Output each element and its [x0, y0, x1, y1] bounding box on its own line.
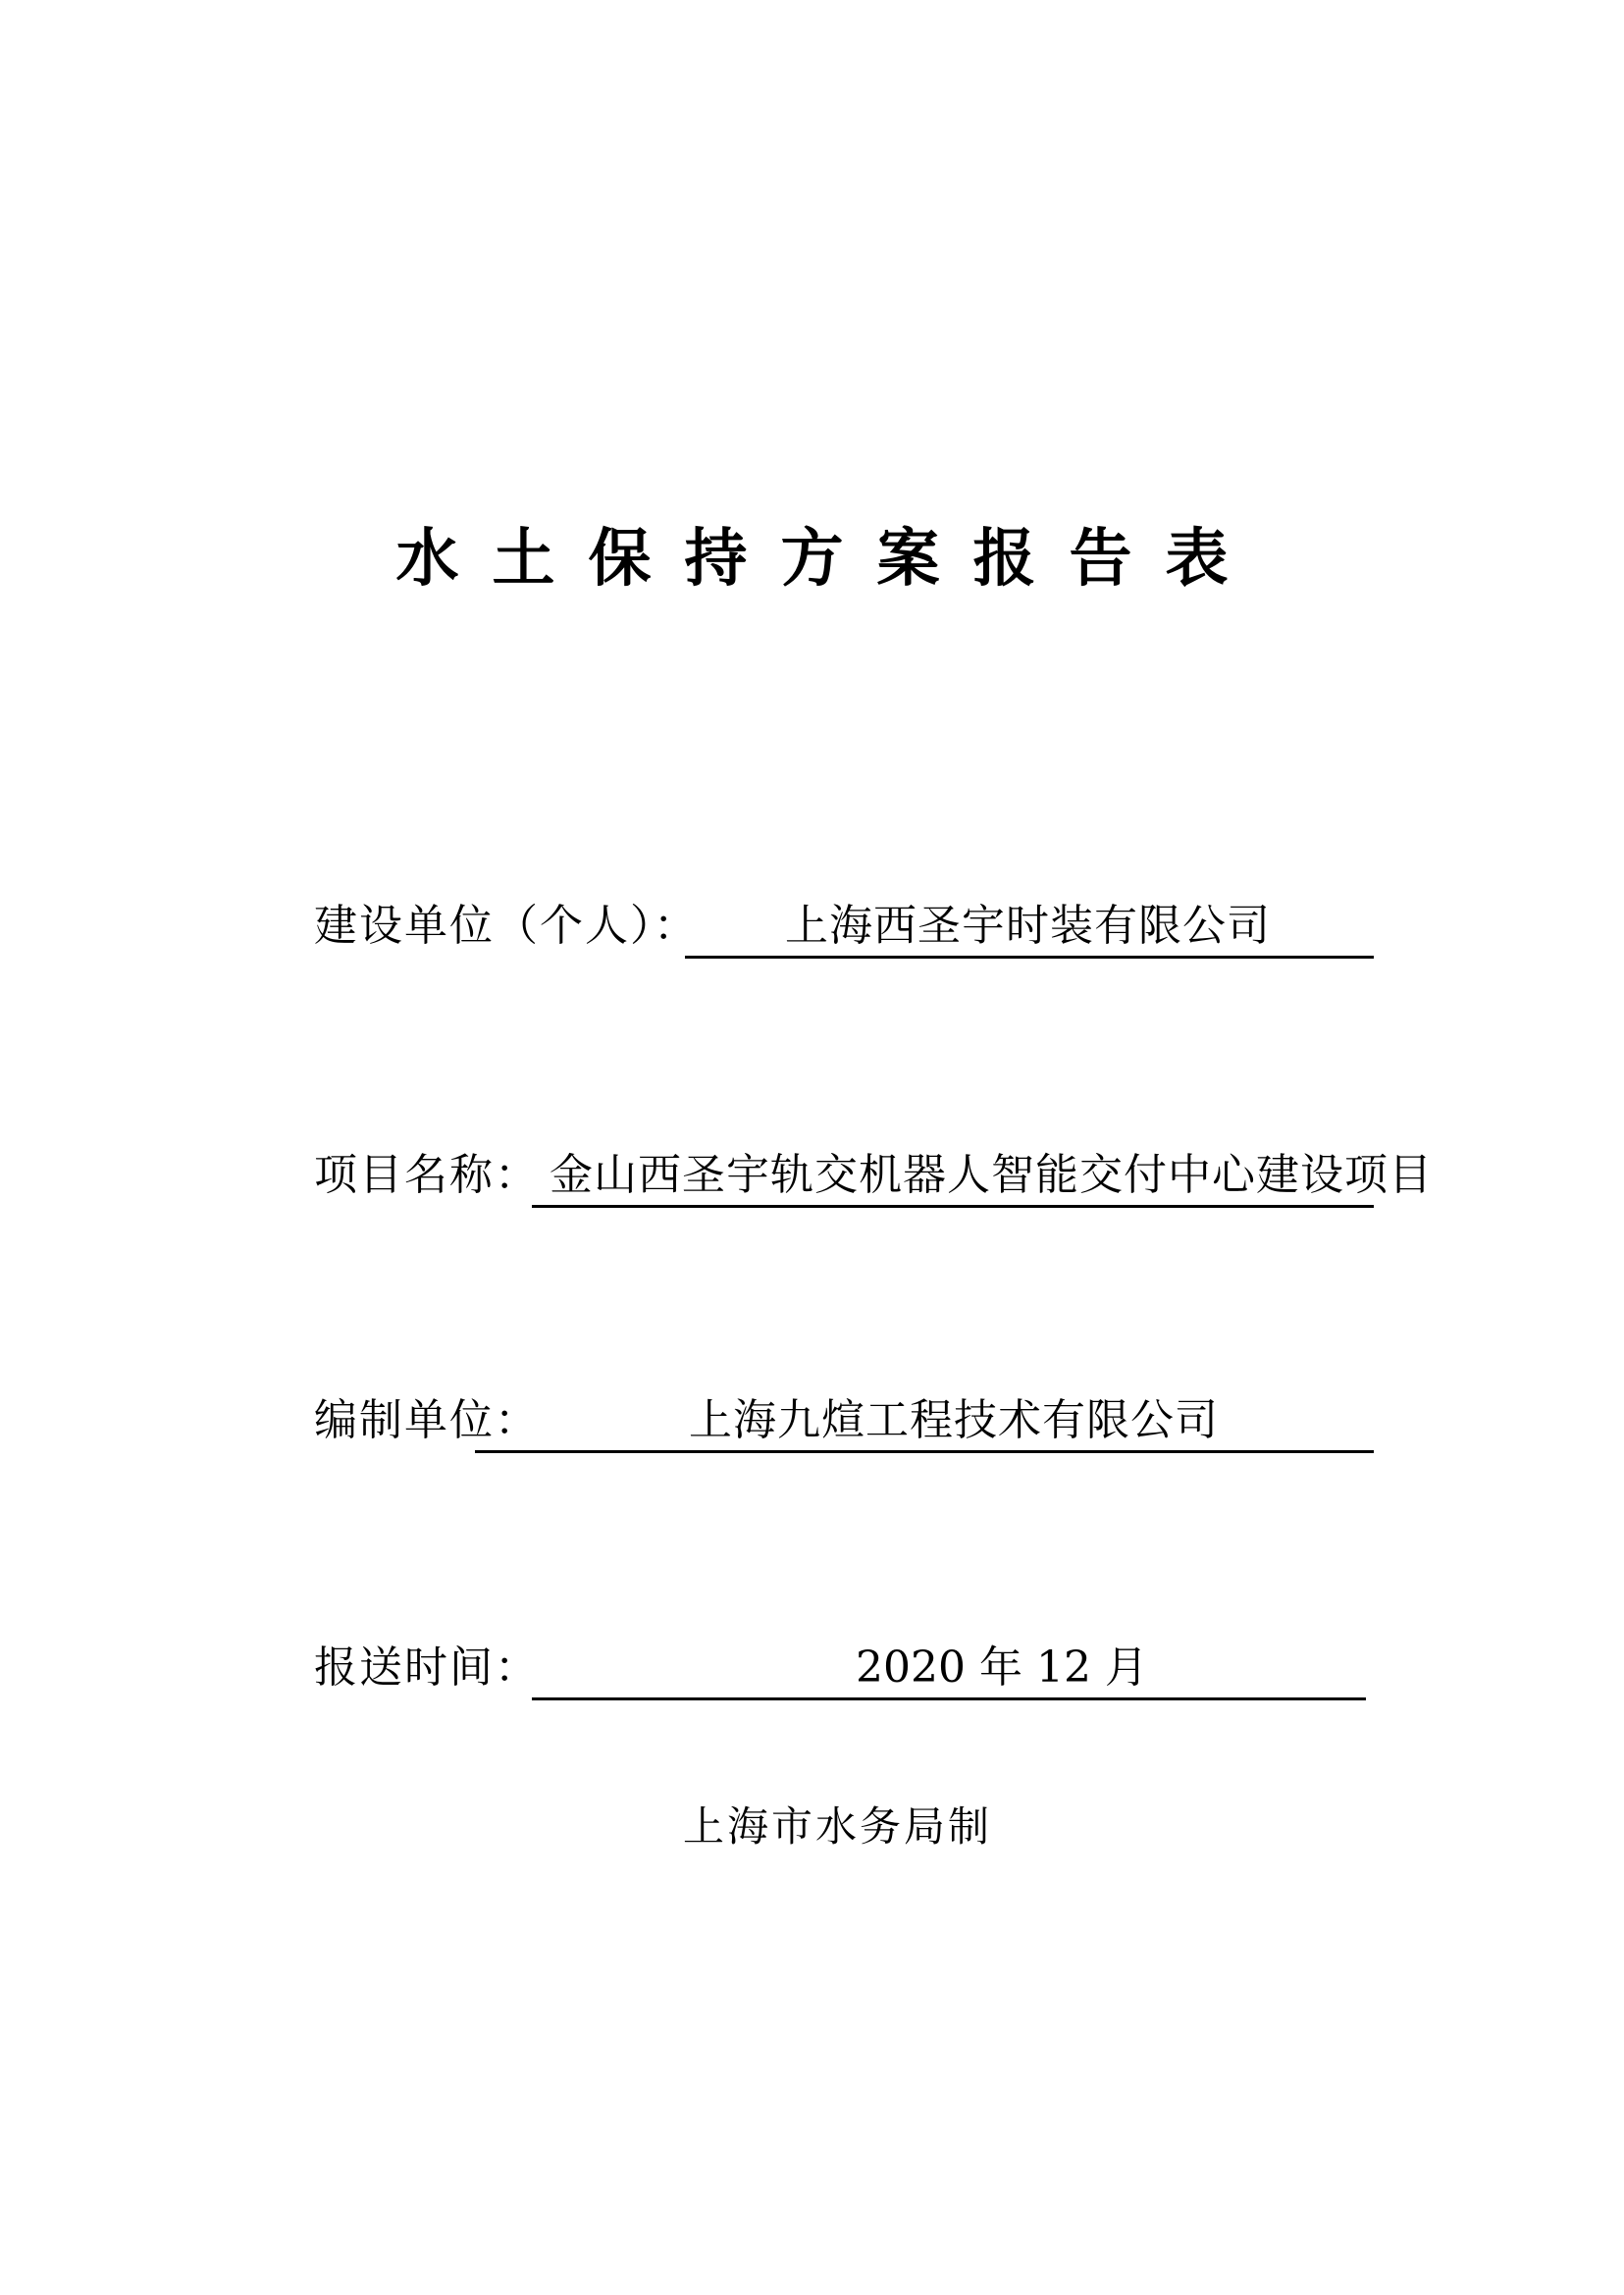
- construction-unit-label: 建设单位（个人）：: [314, 901, 699, 951]
- construction-unit-underline: [685, 897, 1374, 959]
- project-name-underline: [532, 1146, 1433, 1208]
- issuer-footer: 上海市水务局制: [682, 1802, 992, 1851]
- document-title: 水土保持方案报告表: [395, 523, 1262, 596]
- project-name-label: 项目名称：: [314, 1150, 540, 1200]
- submission-time-value: 2020 年 12 月: [856, 1643, 1148, 1693]
- construction-unit-value: 上海西圣宇时装有限公司: [785, 901, 1271, 951]
- compiling-unit-underline: [475, 1391, 1374, 1453]
- compiling-unit-value: 上海九煊工程技术有限公司: [689, 1395, 1219, 1445]
- compiling-unit-label: 编制单位：: [314, 1395, 540, 1445]
- submission-time-underline: [532, 1639, 1366, 1700]
- submission-time-label: 报送时间：: [314, 1643, 540, 1693]
- project-name-value: 金山西圣宇轨交机器人智能交付中心建设项目: [550, 1150, 1433, 1200]
